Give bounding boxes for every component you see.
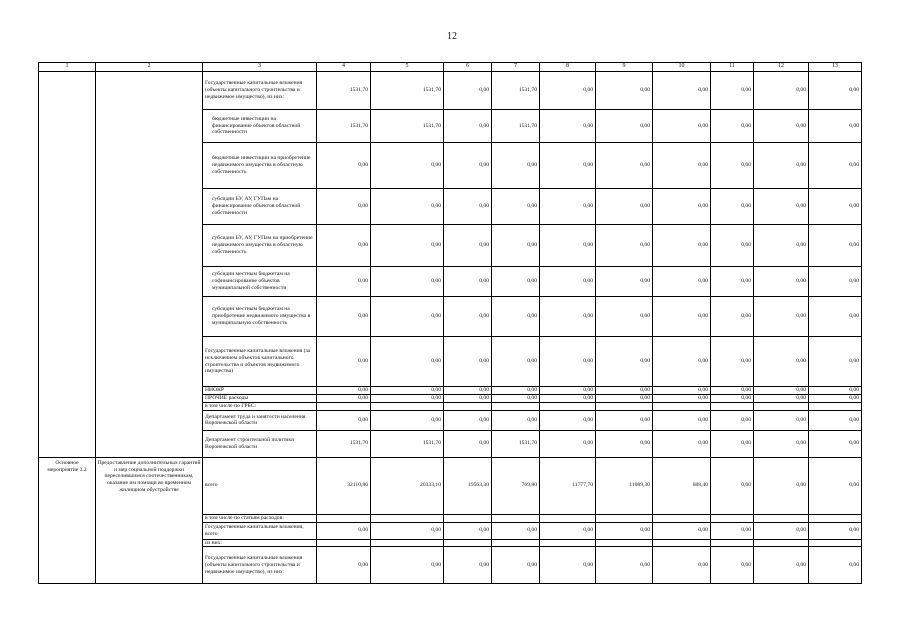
value-cell: 0,00 [711,337,754,387]
value-cell: 0,00 [653,395,711,403]
value-cell: 688,40 [653,457,711,514]
value-cell: 0,00 [444,72,492,110]
activity-code: Основное мероприятие 3.2 [39,457,96,584]
value-cell: 0,00 [540,547,596,584]
column-header-6: 6 [444,63,492,72]
value-cell: 0,00 [596,143,653,189]
value-cell: 0,00 [444,297,492,337]
value-cell: 0,00 [540,297,596,337]
value-cell: 0,00 [596,110,653,143]
value-cell: 0,00 [444,267,492,297]
value-cell: 0,00 [317,387,371,395]
value-cell: 32110,80 [317,457,371,514]
row-label: НИОКР [203,387,317,395]
value-cell: 0,00 [754,457,809,514]
column-header-4: 4 [317,63,371,72]
value-cell [653,403,711,411]
value-cell: 0,00 [711,410,754,430]
value-cell: 0,00 [596,410,653,430]
value-cell [754,539,809,547]
value-cell: 0,00 [596,337,653,387]
value-cell: 0,00 [540,225,596,267]
value-cell [540,514,596,522]
value-cell: 0,00 [653,225,711,267]
value-cell: 0,00 [444,189,492,225]
value-cell: 0,00 [317,143,371,189]
value-cell: 0,00 [754,110,809,143]
value-cell: 0,00 [317,522,371,539]
value-cell: 0,00 [809,387,862,395]
value-cell: 0,00 [317,297,371,337]
value-cell [596,539,653,547]
value-cell: 0,00 [711,267,754,297]
value-cell: 0,00 [444,395,492,403]
value-cell: 0,00 [809,410,862,430]
value-cell: 0,00 [596,395,653,403]
value-cell [711,539,754,547]
row-label: в том числе по ГРБС: [203,403,317,411]
value-cell: 0,00 [653,72,711,110]
row-label: Государственные капитальные вложения (объекты капитального строительства и недвижимое имущество), из них: [203,72,317,110]
value-cell: 0,00 [492,337,540,387]
value-cell: 0,00 [809,72,862,110]
row-label: в том числе по статьям расходов: [203,514,317,522]
activity-name-cell [96,72,203,458]
value-cell: 0,00 [653,297,711,337]
value-cell: 0,00 [754,267,809,297]
value-cell: 1531,70 [492,72,540,110]
value-cell: 0,00 [371,267,444,297]
value-cell: 0,00 [444,225,492,267]
value-cell: 0,00 [711,547,754,584]
value-cell: 0,00 [754,410,809,430]
value-cell: 0,00 [596,430,653,457]
value-cell: 0,00 [371,387,444,395]
value-cell: 0,00 [444,410,492,430]
value-cell: 0,00 [444,522,492,539]
activity-code-cell [39,72,96,458]
value-cell: 0,00 [444,430,492,457]
value-cell: 0,00 [596,225,653,267]
value-cell: 0,00 [653,337,711,387]
value-cell [809,514,862,522]
value-cell [317,403,371,411]
column-header-11: 11 [711,63,754,72]
value-cell: 0,00 [809,337,862,387]
value-cell [809,539,862,547]
table-row [39,72,862,110]
value-cell: 0,00 [492,547,540,584]
value-cell: 0,00 [540,522,596,539]
value-cell: 0,00 [653,547,711,584]
value-cell: 0,00 [809,395,862,403]
value-cell: 0,00 [711,457,754,514]
value-cell: 0,00 [754,522,809,539]
value-cell [371,403,444,411]
value-cell: 0,00 [711,522,754,539]
column-header-13: 13 [809,63,862,72]
value-cell: 0,00 [754,337,809,387]
value-cell: 0,00 [317,395,371,403]
value-cell: 0,00 [596,297,653,337]
value-cell: 0,00 [444,547,492,584]
value-cell [596,403,653,411]
value-cell: 0,00 [653,267,711,297]
value-cell: 0,00 [540,337,596,387]
value-cell: 0,00 [596,387,653,395]
value-cell: 0,00 [492,189,540,225]
budget-table [38,62,862,584]
value-cell: 0,00 [540,387,596,395]
value-cell: 0,00 [492,297,540,337]
value-cell [596,514,653,522]
value-cell: 0,00 [371,337,444,387]
value-cell: 1531,70 [371,110,444,143]
row-label: всего [203,457,317,514]
value-cell [540,403,596,411]
value-cell: 0,00 [711,72,754,110]
value-cell: 20333,10 [371,457,444,514]
value-cell: 0,00 [809,267,862,297]
value-cell: 1531,70 [371,72,444,110]
value-cell: 0,00 [596,189,653,225]
value-cell [444,403,492,411]
value-cell: 1531,70 [317,72,371,110]
value-cell: 0,00 [540,72,596,110]
value-cell: 0,00 [754,225,809,267]
value-cell: 0,00 [492,387,540,395]
value-cell [492,403,540,411]
column-header-7: 7 [492,63,540,72]
value-cell [317,539,371,547]
row-label: Департамент строительной политики Воронежской области [203,430,317,457]
value-cell [371,514,444,522]
value-cell: 0,00 [540,410,596,430]
value-cell: 0,00 [540,110,596,143]
value-cell: 0,00 [754,547,809,584]
value-cell: 0,00 [809,430,862,457]
value-cell: 0,00 [653,189,711,225]
row-label: из них: [203,539,317,547]
column-header-3: 3 [203,63,317,72]
value-cell: 0,00 [371,297,444,337]
value-cell: 0,00 [754,430,809,457]
value-cell [754,403,809,411]
column-header-9: 9 [596,63,653,72]
row-label: бюджетные инвестиции на финансирование объектов областной собственности [203,110,317,143]
value-cell: 0,00 [317,547,371,584]
column-header-1: 1 [39,63,96,72]
value-cell: 0,00 [492,395,540,403]
row-label: субсидии БУ, АУ, ГУПам на приобретение недвижимого имущества в областную собственность [203,225,317,267]
value-cell: 769,80 [492,457,540,514]
value-cell: 0,00 [492,225,540,267]
value-cell: 1531,70 [317,430,371,457]
value-cell [540,539,596,547]
value-cell [754,514,809,522]
value-cell: 0,00 [596,522,653,539]
value-cell: 0,00 [711,189,754,225]
row-label: ПРОЧИЕ расходы [203,395,317,403]
value-cell: 0,00 [492,522,540,539]
value-cell: 0,00 [540,267,596,297]
column-header-2: 2 [96,63,203,72]
column-header-10: 10 [653,63,711,72]
value-cell: 0,00 [371,547,444,584]
value-cell [653,539,711,547]
value-cell [371,539,444,547]
row-label: бюджетные инвестиции на приобретение недвижимого имущества в областную собственность [203,143,317,189]
row-label: Государственные капитальные вложения (за исключением объектов капитального строительства и объектов недвижимого имущества) [203,337,317,387]
value-cell: 0,00 [754,395,809,403]
value-cell: 0,00 [540,430,596,457]
value-cell: 0,00 [371,395,444,403]
column-header-5: 5 [371,63,444,72]
value-cell: 0,00 [754,189,809,225]
value-cell: 0,00 [809,225,862,267]
value-cell [711,514,754,522]
value-cell: 1531,70 [492,430,540,457]
value-cell: 0,00 [754,387,809,395]
column-header-row [39,63,862,72]
value-cell: 19563,30 [444,457,492,514]
value-cell [711,403,754,411]
page-number: 12 [447,31,457,42]
value-cell: 0,00 [809,110,862,143]
value-cell: 11089,30 [596,457,653,514]
value-cell [492,514,540,522]
value-cell: 0,00 [596,547,653,584]
value-cell: 0,00 [754,143,809,189]
value-cell [444,539,492,547]
value-cell: 0,00 [711,143,754,189]
table-row [39,457,862,514]
activity-name: Предоставление дополнительных гарантий и мер социальной поддержки переселившимся соотечественникам, оказание им помощи во временном жилищном обустройстве [96,457,203,584]
value-cell: 0,00 [653,430,711,457]
value-cell: 0,00 [540,189,596,225]
value-cell: 0,00 [754,297,809,337]
value-cell: 0,00 [711,297,754,337]
value-cell: 0,00 [492,143,540,189]
value-cell: 1531,70 [371,430,444,457]
value-cell: 0,00 [711,430,754,457]
value-cell: 0,00 [653,143,711,189]
value-cell: 0,00 [653,110,711,143]
row-label: субсидии местным бюджетам на приобретение недвижимого имущества в муниципальную собственность [203,297,317,337]
column-header-8: 8 [540,63,596,72]
value-cell: 0,00 [596,72,653,110]
value-cell [444,514,492,522]
value-cell: 0,00 [809,297,862,337]
value-cell: 0,00 [711,110,754,143]
row-label: субсидии БУ, АУ, ГУПам на финансирование объектов областной собственности [203,189,317,225]
value-cell [317,514,371,522]
value-cell: 0,00 [711,225,754,267]
value-cell: 0,00 [711,395,754,403]
value-cell: 0,00 [317,337,371,387]
value-cell: 0,00 [540,395,596,403]
value-cell: 0,00 [711,387,754,395]
value-cell: 0,00 [492,410,540,430]
value-cell: 0,00 [371,189,444,225]
value-cell: 11777,70 [540,457,596,514]
value-cell: 0,00 [444,110,492,143]
value-cell [809,403,862,411]
value-cell: 0,00 [371,522,444,539]
value-cell: 0,00 [371,225,444,267]
row-label: субсидии местным бюджетам на софинансирование объектов муниципальной собственности [203,267,317,297]
column-header-12: 12 [754,63,809,72]
value-cell [653,514,711,522]
value-cell: 0,00 [317,189,371,225]
value-cell: 0,00 [371,143,444,189]
value-cell: 0,00 [596,267,653,297]
row-label: Департамент труда и занятости населения Воронежской области [203,410,317,430]
value-cell: 0,00 [754,72,809,110]
value-cell: 0,00 [809,457,862,514]
value-cell: 0,00 [317,410,371,430]
value-cell: 0,00 [317,225,371,267]
value-cell: 0,00 [809,547,862,584]
value-cell: 0,00 [809,522,862,539]
value-cell: 0,00 [444,143,492,189]
value-cell: 0,00 [653,387,711,395]
row-label: Государственные капитальные вложения, всего [203,522,317,539]
value-cell: 0,00 [317,267,371,297]
value-cell: 1531,70 [492,110,540,143]
row-label: Государственные капитальные вложения (объекты капитального строительства и недвижимое имущество), из них: [203,547,317,584]
value-cell: 0,00 [809,189,862,225]
value-cell [492,539,540,547]
value-cell: 0,00 [492,267,540,297]
value-cell: 0,00 [809,143,862,189]
value-cell: 0,00 [653,522,711,539]
value-cell: 0,00 [540,143,596,189]
value-cell: 0,00 [371,410,444,430]
value-cell: 0,00 [653,410,711,430]
value-cell: 0,00 [444,337,492,387]
value-cell: 0,00 [444,387,492,395]
value-cell: 1531,70 [317,110,371,143]
